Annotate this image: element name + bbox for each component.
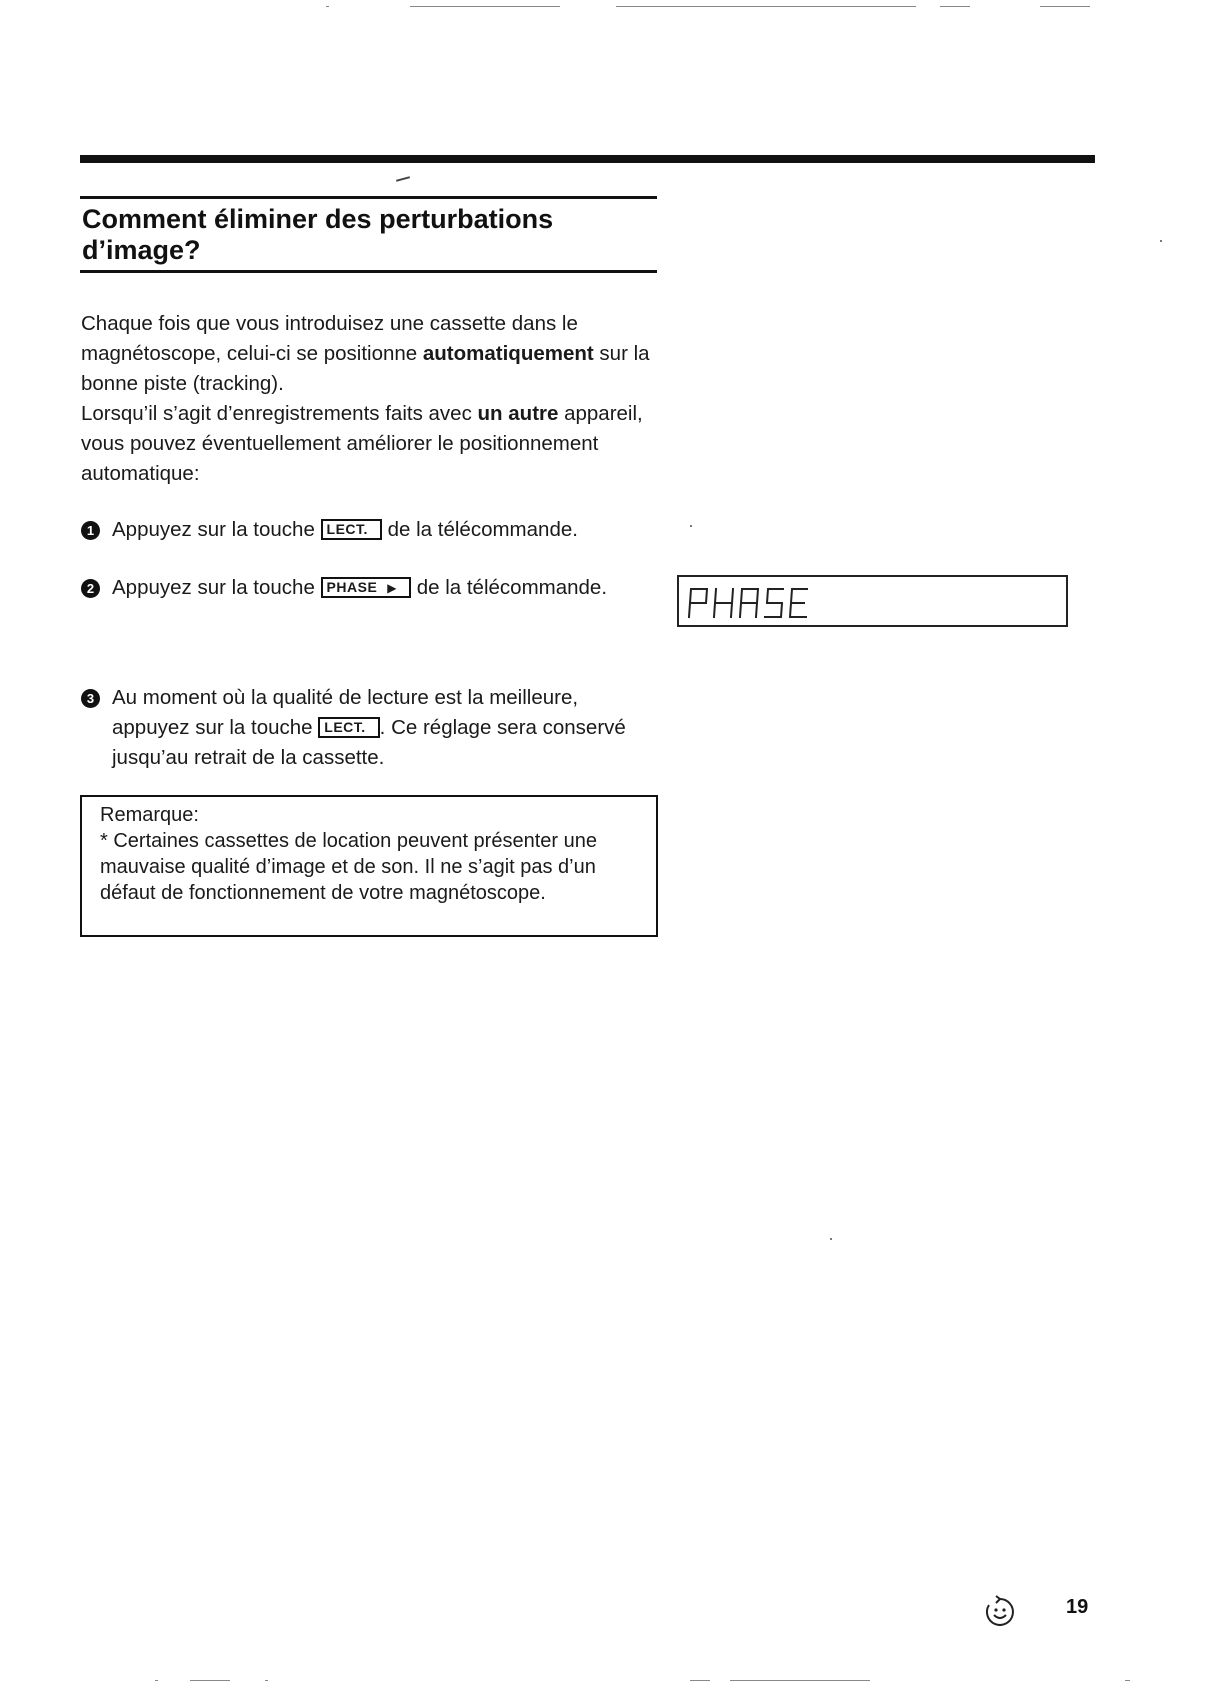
vcr-display	[677, 575, 1068, 627]
lect-key-icon: LECT.	[318, 717, 379, 738]
scan-dot	[1160, 240, 1162, 242]
title-rule-top	[80, 196, 657, 199]
smiley-recycle-icon	[983, 1595, 1017, 1629]
intro-paragraph	[81, 309, 661, 489]
intro-text-2: Lorsqu’il s’agit d’enregistrements faits avec un autre appareil, vous pouvez éventuellement améliorer le positionnement automatique:	[81, 402, 643, 485]
step-3	[81, 683, 661, 773]
step-text-2: Appuyez sur la touche PHASE ▶ de la télécommande.	[112, 576, 608, 599]
step-number-3: 3	[81, 689, 100, 708]
scan-dot	[830, 1238, 832, 1240]
step-1	[81, 515, 681, 545]
note-heading: Remarque:	[100, 804, 199, 826]
scan-mark	[396, 176, 410, 182]
scan-marks-top	[0, 6, 1221, 10]
page-number: 19	[1066, 1596, 1089, 1618]
step-2	[81, 573, 641, 603]
scan-dot	[690, 525, 692, 527]
lect-key-icon: LECT.	[321, 519, 382, 540]
intro-text-1: Chaque fois que vous introduisez une cassette dans le magnétoscope, celui-ci se positionne automatiquement sur la bonne piste (tracking).	[81, 312, 650, 395]
top-rule	[80, 155, 1095, 163]
note-box	[80, 795, 658, 937]
display-segment-text	[685, 585, 825, 621]
note-body: * Certaines cassettes de location peuvent présenter une mauvaise qualité d’image et de son. Il ne s’agit pas d’un défaut de fonctionnement de votre magnétoscope.	[100, 830, 597, 904]
step-number-1: 1	[81, 521, 100, 540]
phase-key-icon: PHASE ▶	[321, 577, 411, 598]
step-text-1: Appuyez sur la touche LECT. de la télécommande.	[112, 518, 578, 541]
section-title: Comment éliminer des perturbations d’image?	[82, 204, 554, 265]
step-text-3: Au moment où la qualité de lecture est la meilleure, appuyez sur la touche LECT. . Ce réglage sera conservé jusqu’au retrait de la cassette.	[112, 686, 626, 769]
scan-marks-bottom	[0, 1680, 1221, 1684]
title-rule-bottom	[80, 270, 657, 273]
step-number-2: 2	[81, 579, 100, 598]
